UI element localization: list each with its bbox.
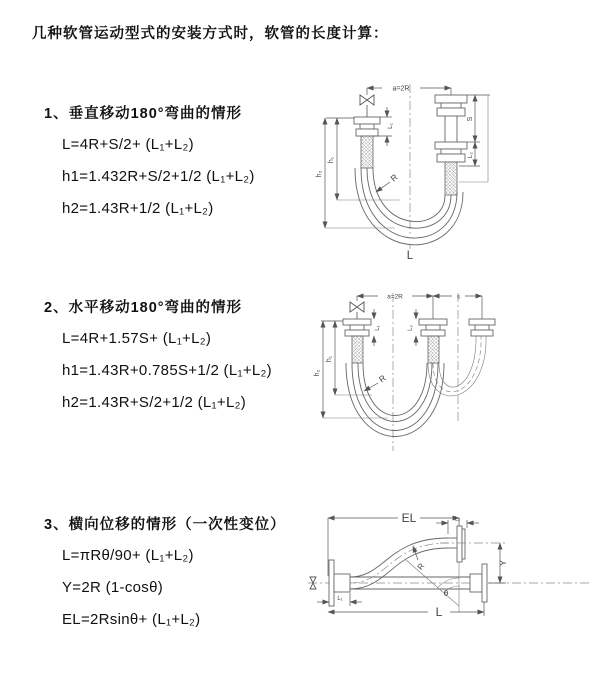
dim-label-l2: L₂ xyxy=(467,151,474,159)
angle-theta xyxy=(406,560,459,612)
dim-label-h2: h₂ xyxy=(316,170,323,178)
dim-label-l1: L₁ xyxy=(387,123,394,129)
section-2-heading: 2、水平移动180°弯曲的情形 xyxy=(44,300,243,316)
displaced-hose-curve xyxy=(350,538,448,589)
left-flange xyxy=(354,117,380,168)
dim-l xyxy=(328,602,484,619)
dim-l1 xyxy=(373,107,394,146)
diagram-horizontal-180-bend xyxy=(310,283,600,465)
dim-label-l2: L₂ xyxy=(454,516,461,523)
valve-icon xyxy=(360,95,374,117)
section-2 xyxy=(44,296,272,413)
braided-section xyxy=(445,162,457,195)
right-pipe xyxy=(435,95,467,195)
hose-u-curves-left xyxy=(346,363,444,437)
dim-label-l1: L₁ xyxy=(375,325,381,331)
dim-span-2r xyxy=(367,86,451,96)
formula-l: L=4R+S/2+ (L₁+L₂) xyxy=(62,136,194,153)
formula-l: L=4R+1.57S+ (L₁+L₂) xyxy=(62,330,212,347)
dim-l2 xyxy=(408,309,416,346)
dim-label-theta: θ xyxy=(443,589,449,598)
dim-label-el: EL xyxy=(401,511,417,525)
dim-label-h1: h₁ xyxy=(326,355,333,363)
dim-label-r: R xyxy=(388,171,400,184)
dim-s xyxy=(433,294,482,301)
dim-label-y: Y xyxy=(498,560,508,566)
dim-label-l: L xyxy=(406,250,414,262)
dim-label-s: s xyxy=(456,293,461,301)
formula-h1: h1=1.432R+S/2+1/2 (L₁+L₂) xyxy=(62,168,255,185)
formula-l: L=πRθ/90+ (L₁+L₂) xyxy=(62,547,194,564)
upper-flange xyxy=(448,526,465,562)
dim-label-r: R xyxy=(415,561,427,572)
dim-label-l: L xyxy=(435,605,443,619)
braided-section xyxy=(361,136,373,168)
formula-h2: h2=1.43R+1/2 (L₁+L₂) xyxy=(62,200,214,217)
diagram-vertical-180-bend xyxy=(310,70,600,265)
diagram-lateral-displacement xyxy=(300,498,600,675)
formula-el: EL=2Rsinθ+ (L₁+L₂) xyxy=(62,611,201,628)
page-title: 几种软管运动型式的安装方式时，软管的长度计算： xyxy=(32,26,389,42)
dim-label-a2r: a=2R xyxy=(387,293,403,301)
dim-label-r: R xyxy=(376,372,388,385)
formula-h1: h1=1.43R+0.785S+1/2 (L₁+L₂) xyxy=(62,362,272,379)
section-3 xyxy=(44,513,286,630)
section-3-heading: 3、横向位移的情形（一次性变位） xyxy=(44,517,286,533)
dim-label-l1: L₁ xyxy=(337,596,343,602)
dim-l1 xyxy=(317,593,362,606)
dim-l1 xyxy=(374,309,381,346)
middle-flange xyxy=(419,319,447,363)
dim-label-s: S xyxy=(467,116,474,122)
dim-el xyxy=(328,511,459,576)
radius-callout xyxy=(376,172,400,192)
right-flange xyxy=(469,319,495,336)
formula-h2: h2=1.43R+S/2+1/2 (L₁+L₂) xyxy=(62,394,247,411)
radius-callout xyxy=(364,373,388,391)
dim-y xyxy=(488,543,508,583)
dim-label-h1: h₁ xyxy=(328,156,335,164)
left-flange xyxy=(343,319,371,363)
section-1-heading: 1、垂直移动180°弯曲的情形 xyxy=(44,106,243,122)
right-flange xyxy=(470,564,487,602)
dim-label-l2: L₂ xyxy=(408,325,414,331)
dim-span-2r xyxy=(357,294,433,301)
dim-label-h2: h₂ xyxy=(314,369,321,377)
dim-s xyxy=(467,95,490,142)
valve-icon xyxy=(350,302,364,319)
dim-label-a2r: a=2R xyxy=(392,85,410,93)
formula-y: Y=2R (1-cosθ) xyxy=(62,579,164,596)
section-1 xyxy=(44,102,255,219)
